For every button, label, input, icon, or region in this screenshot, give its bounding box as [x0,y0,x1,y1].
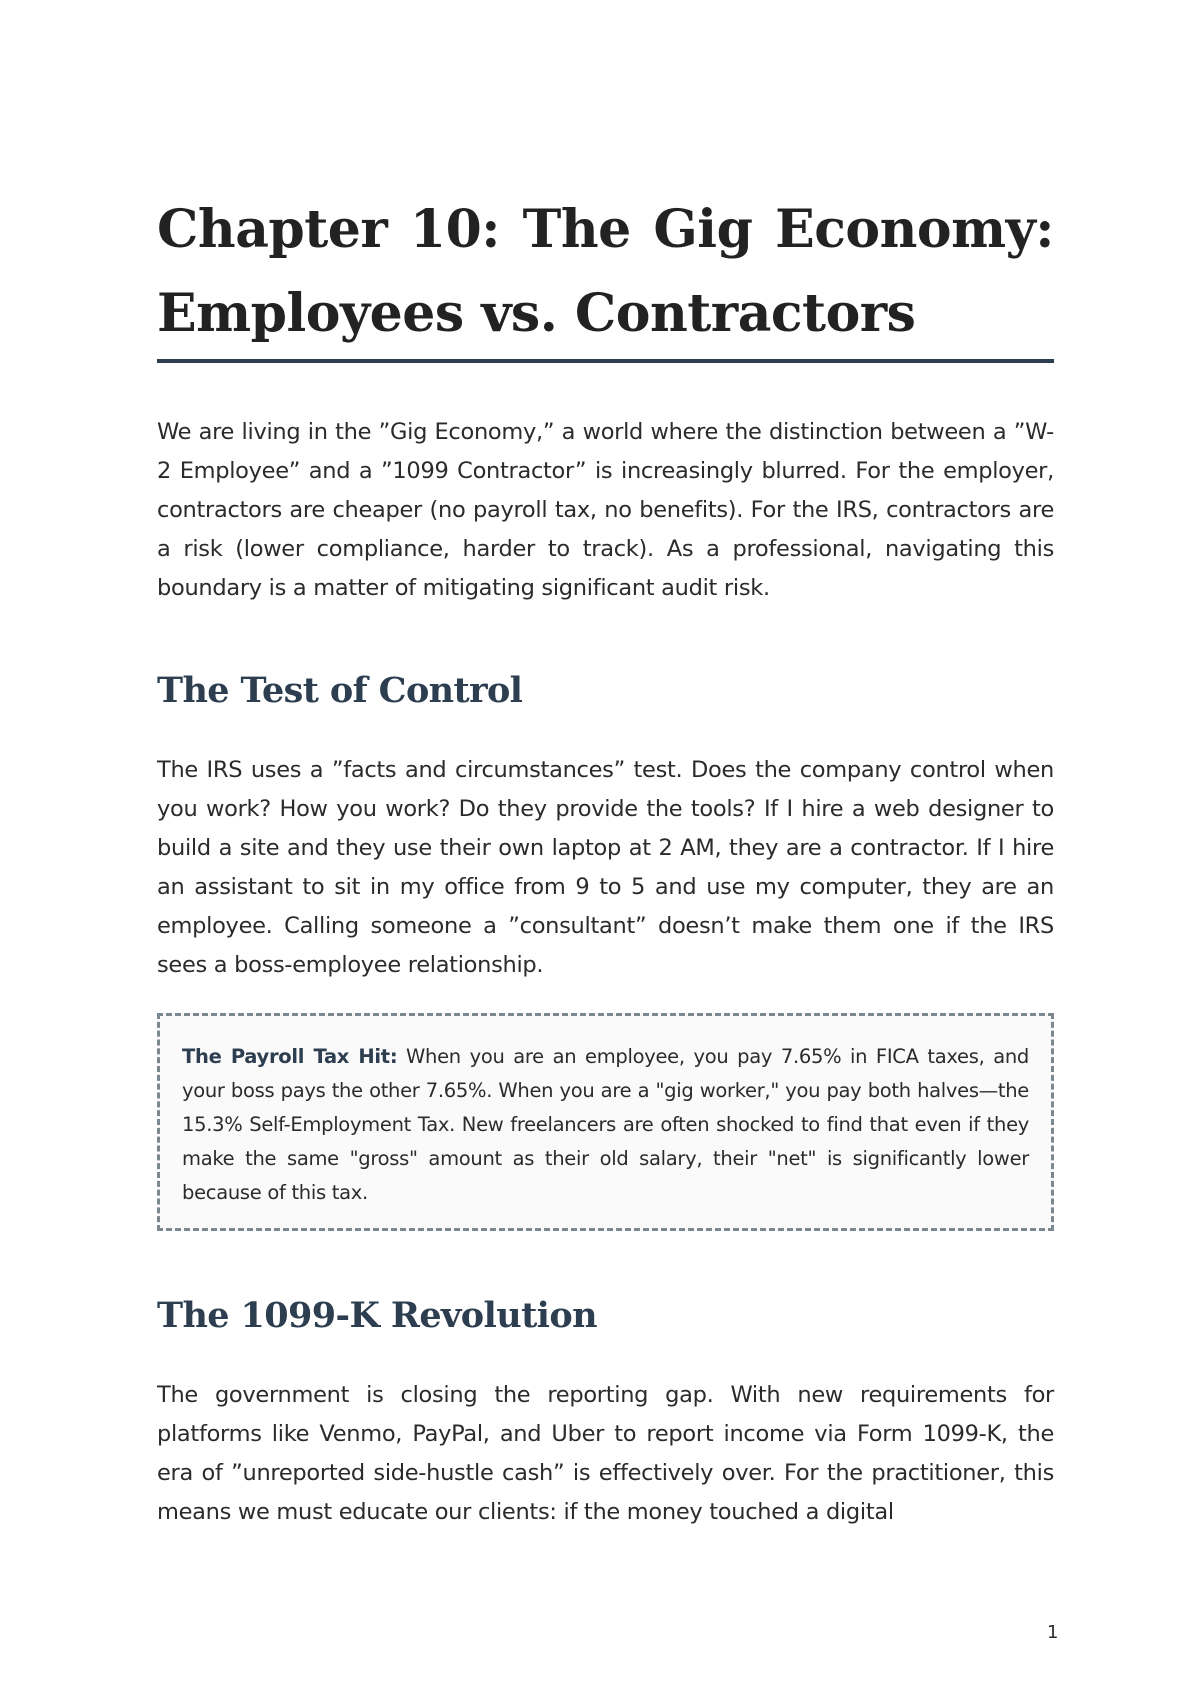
callout-text-block [182,1040,1029,1210]
callout-body: When you are an employee, you pay 7.65% in FICA taxes, and your boss pays the other 7.65%. When you are a "gig worker," you pay both halves—the 15.3% Self-Employment Tax. New freelancers are often shocked to find that even if they make the same "gross" amount as their old salary, their "net" is significantly lower because of this tax. [182,1045,1029,1204]
section-paragraph-test-of-control: The IRS uses a ”facts and circumstances” test. Does the company control when you work? How you work? Do they provide the tools? If I hire a web designer to build a site and they use their own laptop at 2 AM, they are a contractor. If I hire an assistant to sit in my office from 9 to 5 and use my computer, they are an employee. Calling someone a ”consultant” doesn’t make them one if the IRS sees a boss-employee relationship. [157,757,1054,978]
section-heading-test-of-control: The Test of Control [157,670,523,711]
document-page [157,0,1054,1696]
section-paragraph-1099k: The government is closing the reporting gap. With new requirements for platforms like Venmo, PayPal, and Uber to report income via Form 1099-K, the era of ”unreported side-hustle cash” is effectively over. For the practitioner, this means we must educate our clients: if the money touched a digital [157,1382,1054,1525]
intro-paragraph: We are living in the ”Gig Economy,” a world where the distinction between a ”W-2 Employee” and a ”1099 Contractor” is increasingly blurred. For the employer, contractors are cheaper (no payroll tax, no benefits). For the IRS, contractors are a risk (lower compliance, harder to track). As a professional, navigating this boundary is a matter of mitigating significant audit risk. [157,419,1054,601]
section-heading-1099k: The 1099-K Revolution [157,1295,597,1336]
chapter-title: Chapter 10: The Gig Economy: Employees vs. Contractors [157,199,1054,344]
page-number: 1 [1047,1622,1059,1643]
payroll-tax-callout [157,1013,1054,1231]
title-divider [157,359,1054,363]
callout-label: The Payroll Tax Hit: [182,1045,398,1068]
